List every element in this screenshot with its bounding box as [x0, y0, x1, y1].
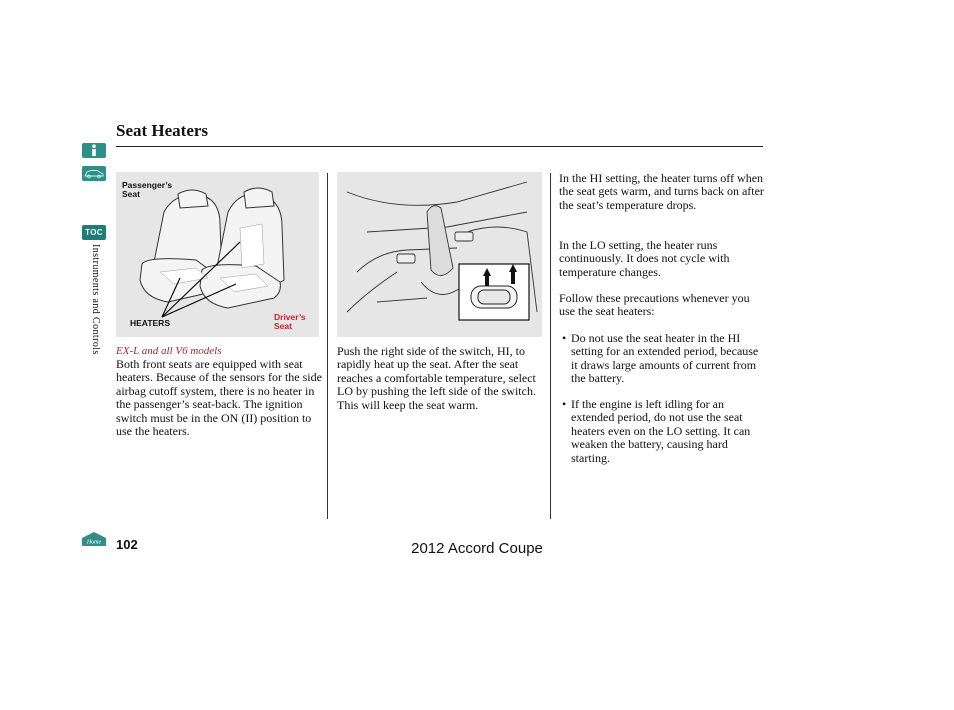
passenger-seat-label: Passenger’s Seat — [122, 180, 173, 199]
bullet-marker: • — [562, 331, 567, 345]
bullet-text: If the engine is left idling for an extended period, do not use the seat heaters even on the LO setting. It can weaken the battery, causing hard starting. — [571, 397, 751, 465]
heaters-label: HEATERS — [130, 318, 170, 328]
column3-para3: Follow these precautions whenever you use the seat heaters: — [559, 291, 750, 319]
title-rule — [116, 146, 763, 147]
toc-icon: TOC — [85, 228, 103, 237]
list-item — [559, 398, 765, 465]
column1-body: Both front seats are equipped with seat heaters. Because of the sensors for the side airbag cutoff system, there is no heater in the passenger’s seat-back. The ignition switch must be in the ON (II) position to use the heaters. — [116, 357, 322, 439]
column2-body: Push the right side of the switch, HI, to rapidly heat up the seat. After the seat reaches a comfortable temperature, select LO by pushing the left side of the switch. This will keep the seat warm. — [337, 344, 536, 412]
bullet-marker: • — [562, 397, 567, 411]
console-drawing — [337, 172, 542, 337]
toc-button[interactable] — [82, 225, 106, 240]
column-divider-1 — [327, 173, 328, 519]
footer-title: 2012 Accord Coupe — [411, 540, 543, 557]
switch-illustration — [337, 172, 542, 337]
bullet-text: Do not use the seat heater in the HI setting for an extended period, because it draws large amounts of current from the battery. — [571, 331, 759, 386]
info-button[interactable] — [82, 143, 106, 158]
page-number: 102 — [116, 537, 138, 552]
list-item — [559, 332, 765, 386]
car-icon — [83, 168, 105, 179]
column3-para2: In the LO setting, the heater runs continuously. It does not cycle with temperature changes. — [559, 238, 730, 279]
section-label: Instruments and Controls — [90, 244, 101, 355]
column3-para1: In the HI setting, the heater turns off when the seat gets warm, and turns back on after the seat’s temperature drops. — [559, 171, 764, 212]
info-icon — [89, 144, 99, 157]
column-divider-2 — [550, 173, 551, 519]
seat-illustration — [116, 172, 319, 337]
driver-seat-label: Driver’s Seat — [274, 312, 306, 331]
vehicle-button[interactable] — [82, 166, 106, 181]
page-title: Seat Heaters — [116, 121, 209, 140]
model-note: EX-L and all V6 models — [116, 345, 222, 357]
svg-text:Home: Home — [86, 539, 102, 546]
